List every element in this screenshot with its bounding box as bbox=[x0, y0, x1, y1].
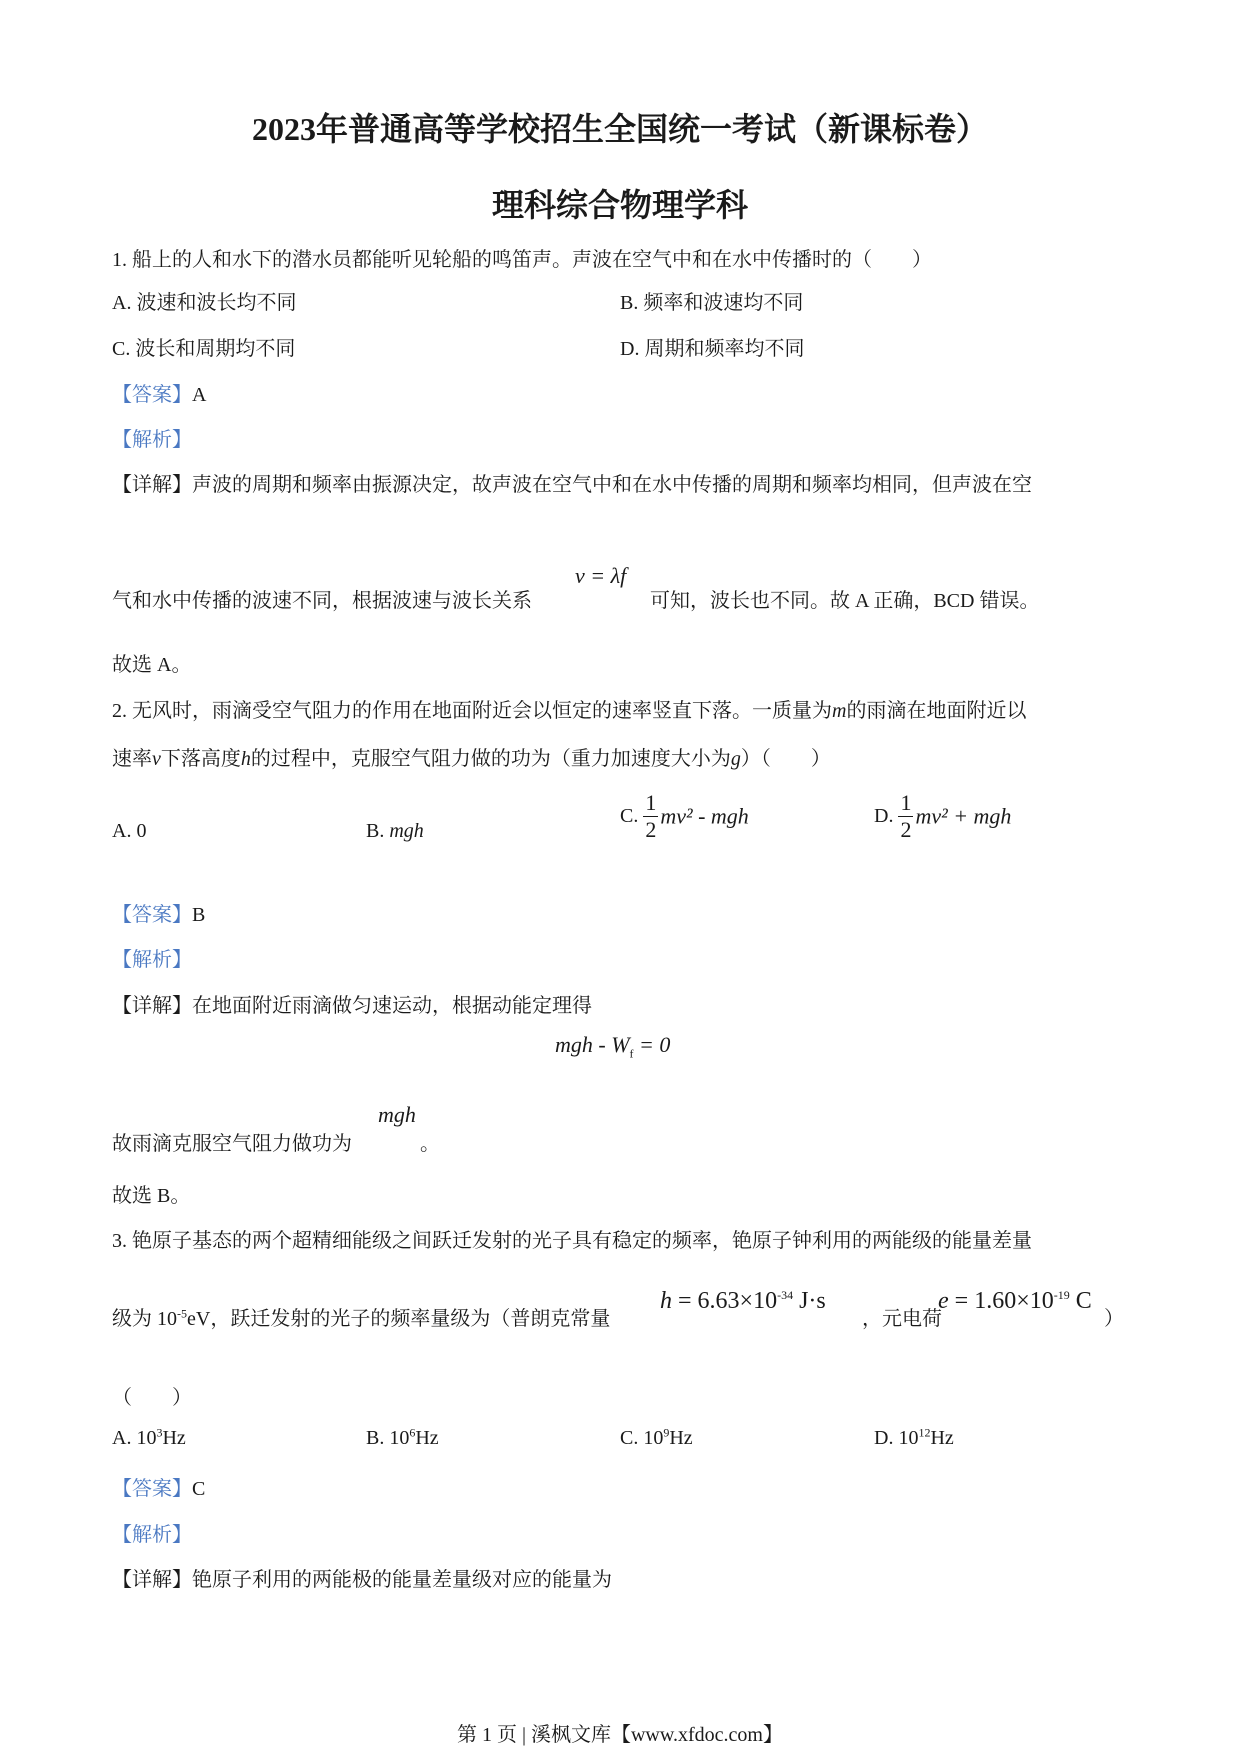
q3-detail-line1: 【详解】铯原子利用的两能极的能量差量级对应的能量为 bbox=[112, 1569, 612, 1591]
q2-detail-line1: 【详解】在地面附近雨滴做匀速运动，根据动能定理得 bbox=[112, 995, 592, 1017]
q1-detail-line2-a: 气和水中传播的波速不同，根据波速与波长关系 bbox=[112, 590, 532, 612]
q3-option-c: C. $10^9Hz$ bbox=[620, 1425, 693, 1449]
answer-label: 【答案】 bbox=[112, 384, 192, 406]
q3-option-b: B. $10^6Hz$ bbox=[366, 1425, 439, 1449]
q2-equation: mgh - $W_f = 0$ bbox=[555, 1032, 671, 1061]
q2-answer: 【答案】B bbox=[112, 904, 206, 926]
q3-analysis-label: 【解析】 bbox=[112, 1524, 192, 1546]
q2-analysis-label: 【解析】 bbox=[112, 949, 192, 971]
q2-option-c-fraction: $\frac{1}{2}$ bbox=[645, 790, 657, 842]
q2-result: 故雨滴克服空气阻力做功为 bbox=[112, 1133, 352, 1155]
q1-answer bbox=[112, 378, 206, 407]
q1-answer-value: A bbox=[192, 384, 207, 406]
q3-stem-line2: 级为 $10^{-5}eV$，跃迁发射的光子的频率量级为（普朗克常量 bbox=[112, 1306, 611, 1330]
page-subtitle: 理科综合物理学科 bbox=[491, 187, 748, 223]
q1-conclusion: 故选 A。 bbox=[112, 654, 192, 676]
q1-detail-line1: 【详解】声波的周期和频率由振源决定，故声波在空气中和在水中传播的周期和频率均相同，但声波在空 bbox=[112, 474, 1032, 496]
q2-result-end: 。 bbox=[420, 1133, 440, 1155]
q3-stem-line1: 3. 铯原子基态的两个超精细能级之间跃迁发射的光子具有稳定的频率，铯原子钟利用的两能级的能量差量 bbox=[112, 1230, 1032, 1252]
q1-detail-line2-b: 可知，波长也不同。故 A 正确，BCD 错误。 bbox=[650, 590, 1040, 612]
q1-option-b: B. 频率和波速均不同 bbox=[620, 292, 804, 314]
q3-planck-constant: $h = 6.63\times 10^{-34}$ J·s bbox=[660, 1288, 826, 1314]
q1-option-d: D. 周期和频率均不同 bbox=[620, 338, 805, 360]
q3-option-a: A. $10^3Hz$ bbox=[112, 1425, 186, 1449]
q3-answer: 【答案】C bbox=[112, 1478, 206, 1500]
q3-sep: ，元电荷 bbox=[862, 1308, 942, 1330]
q3-option-d: D. $10^{12}Hz$ bbox=[874, 1425, 954, 1449]
q2-conclusion: 故选 B。 bbox=[112, 1185, 191, 1207]
q2-option-b: B. mgh bbox=[366, 820, 424, 842]
page-footer: 第 1 页 | 溪枫文库【www.xfdoc.com】 bbox=[456, 1724, 783, 1746]
q1-option-a: A. 波速和波长均不同 bbox=[112, 292, 297, 314]
q3-close-paren: ） bbox=[1104, 1308, 1124, 1330]
q2-option-c: C. $\frac{1}{2}$ mv² - mgh bbox=[620, 790, 749, 842]
q2-option-a: A. 0 bbox=[112, 820, 147, 842]
q1-formula: v = λf bbox=[575, 563, 627, 588]
q2-option-d-fraction: $\frac{1}{2}$ bbox=[900, 790, 912, 842]
q1-stem: 1. 船上的人和水下的潜水员都能听见轮船的鸣笛声。声波在空气中和在水中传播时的（ ） bbox=[112, 249, 932, 271]
q2-stem-line1: 2. 无风时，雨滴受空气阻力的作用在地面附近会以恒定的速率竖直下落。一质量为m的雨滴在地面附近以 bbox=[112, 700, 1027, 722]
q2-stem-line2: 速率v下落高度h的过程中，克服空气阻力做的功为（重力加速度大小为g）（ ） bbox=[112, 748, 831, 770]
q3-elementary-charge: $e = 1.60\times 10^{-19}$ C bbox=[938, 1288, 1092, 1314]
q1-analysis-label: 【解析】 bbox=[112, 429, 192, 451]
page-title: 2023年普通高等学校招生全国统一考试（新课标卷） bbox=[251, 111, 988, 147]
q2-option-d: D. $\frac{1}{2}$ mv² + mgh bbox=[874, 790, 1012, 842]
q2-result-value: mgh bbox=[378, 1102, 416, 1127]
q1-option-c: C. 波长和周期均不同 bbox=[112, 338, 296, 360]
q3-blank: （ ） bbox=[112, 1387, 192, 1409]
detail-label: 【详解】 bbox=[112, 474, 192, 496]
